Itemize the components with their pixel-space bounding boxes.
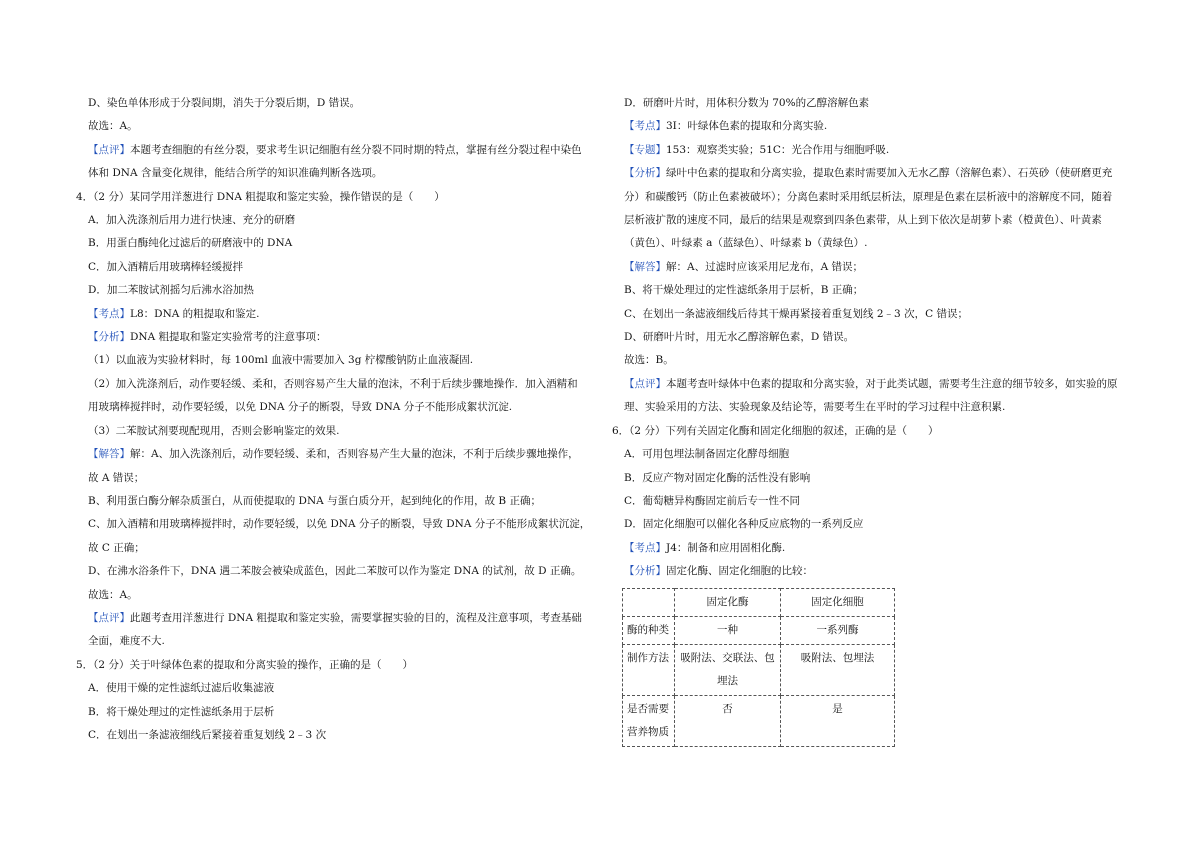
line-text: 3I：叶绿体色素的提取和分离实验. [666, 120, 828, 133]
text-line [612, 92, 1112, 115]
text-line [612, 560, 1112, 583]
table-row [623, 695, 895, 746]
text-line [612, 162, 1112, 185]
left-column [76, 92, 591, 747]
text-line [76, 139, 582, 162]
line-text: 5．（2 分）关于叶绿体色素的提取和分离实验的操作，正确的是（ ） [76, 658, 413, 671]
text-line [76, 513, 591, 536]
text-line [612, 443, 1112, 466]
line-text: J4：制备和应用固相化酶. [666, 541, 786, 554]
section-tag: 【专题】 [624, 143, 666, 156]
line-text: L8：DNA 的粗提取和鉴定. [130, 307, 260, 320]
text-line [76, 701, 576, 724]
text-line [76, 162, 576, 185]
table-cell: 吸附法、交联法、包埋法 [675, 644, 781, 695]
line-text: 4．（2 分）某同学用洋葱进行 DNA 粗提取和鉴定实验，操作错误的是（ ） [76, 190, 445, 203]
table-cell: 一种 [675, 616, 781, 644]
text-line [76, 420, 576, 443]
section-tag: 【解答】 [88, 448, 130, 461]
section-tag: 【分析】 [624, 167, 666, 180]
line-text: A．使用干燥的定性滤纸过滤后收集滤液 [88, 682, 275, 695]
table-cell: 否 [675, 695, 781, 746]
text-line [612, 349, 1112, 372]
line-text: D、染色单体形成于分裂间期，消失于分裂后期，D 错误。 [88, 97, 361, 109]
text-line [76, 326, 576, 349]
text-line [76, 724, 576, 747]
line-text: B．将干燥处理过的定性滤纸条用于层析 [88, 705, 275, 718]
text-line [76, 560, 582, 583]
right-column-text [612, 92, 1118, 584]
line-text: 分）和碳酸钙（防止色素被破坏）；分离色素时采用纸层析法，原理是色素在层析液中的溶解度不同，随着 [624, 190, 1113, 203]
line-text: C．加入酒精后用玻璃棒轻缓搅拌 [88, 260, 244, 273]
section-tag: 【点评】 [624, 377, 666, 390]
line-text: C、在划出一条滤液细线后待其干燥再紧接着重复划线 2﹣3 次，C 错误； [624, 307, 968, 320]
section-tag: 【点评】 [88, 611, 130, 624]
table-row [623, 616, 895, 644]
question-line [76, 186, 576, 209]
text-line [76, 396, 576, 419]
line-text: D．固定化细胞可以催化各种反应底物的一系列反应 [624, 518, 864, 531]
line-text: 用玻璃棒搅拌时，动作要轻缓，以免 DNA 分子的断裂，导致 DNA 分子不能形成絮状沉淀. [88, 401, 513, 414]
line-text: 故选：A。 [88, 588, 138, 601]
line-text: 故 A 错误； [88, 471, 145, 484]
text-line [612, 209, 1112, 232]
text-line [76, 115, 576, 138]
text-line [612, 279, 1112, 302]
text-line [612, 513, 1112, 536]
line-text: 固定化酶、固定化细胞的比较： [666, 565, 813, 578]
section-tag: 【分析】 [624, 565, 666, 578]
text-line [76, 584, 576, 607]
line-text: D、研磨叶片时，用无水乙醇溶解色素，D 错误。 [624, 331, 855, 344]
text-line [612, 139, 1112, 162]
section-tag: 【考点】 [624, 541, 666, 554]
text-line [76, 92, 576, 115]
text-line [76, 209, 576, 232]
text-line [76, 490, 576, 513]
table-header-cell: 固定化细胞 [781, 588, 895, 616]
text-line [76, 349, 576, 372]
table-row-label: 制作方法 [623, 644, 675, 695]
text-line [76, 443, 579, 466]
text-line [76, 467, 576, 490]
section-tag: 【考点】 [624, 120, 666, 133]
line-text: D．加二苯胺试剂摇匀后沸水浴加热 [88, 284, 254, 297]
line-text: DNA 粗提取和鉴定实验常考的注意事项： [130, 331, 327, 344]
table-cell: 一系列酶 [781, 616, 895, 644]
line-text: C、加入酒精和用玻璃棒搅拌时，动作要轻缓，以免 DNA 分子的断裂，导致 DNA 分子不能形成絮状沉淀， [88, 518, 591, 531]
line-text: 6．（2 分）下列有关固定化酶和固定化细胞的叙述，正确的是（ ） [612, 424, 939, 437]
text-line [612, 467, 1112, 490]
text-line [612, 396, 1112, 419]
text-line [76, 677, 576, 700]
table-header-row [623, 588, 895, 616]
line-text: D．研磨叶片时，用体积分数为 70%的乙醇溶解色素 [624, 97, 870, 109]
text-line [612, 186, 1112, 209]
section-tag: 【点评】 [88, 143, 130, 156]
text-line [612, 490, 1112, 513]
line-text: A．加入洗涤剂后用力进行快速、充分的研磨 [88, 214, 296, 227]
table-header-cell: 固定化酶 [675, 588, 781, 616]
text-line [76, 256, 576, 279]
table-row [623, 644, 895, 695]
line-text: 本题考查细胞的有丝分裂，要求考生识记细胞有丝分裂不同时期的特点，掌握有丝分裂过程中染色 [130, 143, 582, 156]
line-text: 本题考查叶绿体中色素的提取和分离实验，对于此类试题，需要考生注意的细节较多，如实验的原 [666, 377, 1118, 390]
table-row-label: 酶的种类 [623, 616, 675, 644]
right-column [612, 92, 1118, 747]
line-text: B、将干燥处理过的定性滤纸条用于层析，B 正确； [624, 284, 864, 297]
line-text: （3）二苯胺试剂要现配现用，否则会影响鉴定的效果. [88, 424, 340, 437]
line-text: A．可用包埋法制备固定化酵母细胞 [624, 448, 790, 461]
line-text: （2）加入洗涤剂后，动作要轻缓、柔和，否则容易产生大量的泡沫，不利于后续步骤地操作．加入酒精和 [88, 377, 578, 390]
line-text: 此题考查用洋葱进行 DNA 粗提取和鉴定实验，需要掌握实验的目的，流程及注意事项，考查基础 [130, 611, 582, 624]
line-text: （1）以血液为实验材料时，每 100ml 血液中需要加入 3g 柠檬酸钠防止血液凝固. [88, 354, 474, 367]
line-text: 故 C 正确； [88, 541, 145, 554]
text-line [612, 256, 1112, 279]
table-cell: 吸附法、包埋法 [781, 644, 895, 695]
line-text: 故选：B。 [624, 354, 674, 367]
text-line [76, 630, 576, 653]
line-text: D、在沸水浴条件下，DNA 遇二苯胺会被染成蓝色，因此二苯胺可以作为鉴定 DNA 的试剂，故 D 正确。 [88, 565, 582, 578]
table-row-label: 是否需要营养物质 [623, 695, 675, 746]
text-line [76, 537, 576, 560]
text-line [76, 232, 576, 255]
line-text: 层析液扩散的速度不同，最后的结果是观察到四条色素带，从上到下依次是胡萝卜素（橙黄色）、叶黄素 [624, 214, 1102, 227]
question-line [76, 654, 576, 677]
section-tag: 【考点】 [88, 307, 130, 320]
line-text: 解：A、加入洗涤剂后，动作要轻缓、柔和，否则容易产生大量的泡沫，不利于后续步骤地操作， [130, 448, 579, 461]
line-text: 全面，难度不大. [88, 635, 165, 648]
question-line [612, 420, 1112, 443]
line-text: C．葡萄糖异构酶固定前后专一性不同 [624, 494, 801, 507]
line-text: 体和 DNA 含量变化规律，能结合所学的知识准确判断各选项。 [88, 167, 383, 180]
table-header-cell [623, 588, 675, 616]
line-text: B、利用蛋白酶分解杂质蛋白，从而使提取的 DNA 与蛋白质分开，起到纯化的作用，故 B 正确； [88, 494, 541, 507]
line-text: B．反应产物对固定化酶的活性没有影响 [624, 471, 811, 484]
line-text: 解：A、过滤时应该采用尼龙布，A 错误； [666, 260, 864, 273]
text-line [612, 537, 1112, 560]
text-line [612, 303, 1112, 326]
line-text: 故选：A。 [88, 120, 138, 133]
line-text: B．用蛋白酶纯化过滤后的研磨液中的 DNA [88, 237, 293, 250]
comparison-table [622, 588, 895, 747]
section-tag: 【分析】 [88, 331, 130, 344]
line-text: 绿叶中色素的提取和分离实验，提取色素时需要加入无水乙醇（溶解色素）、石英砂（使研磨更充 [666, 167, 1113, 180]
line-text: （黄色）、叶绿素 a（蓝绿色）、叶绿素 b（黄绿色）. [624, 237, 868, 250]
line-text: C．在划出一条滤液细线后紧接着重复划线 2﹣3 次 [88, 728, 327, 741]
text-line [612, 115, 1112, 138]
table-cell: 是 [781, 695, 895, 746]
text-line [76, 279, 576, 302]
line-text: 理、实验采用的方法、实验现象及结论等，需要考生在平时的学习过程中注意积累. [624, 401, 1006, 414]
text-line [612, 373, 1118, 396]
text-line [76, 607, 582, 630]
text-line [76, 373, 576, 396]
text-line [76, 303, 576, 326]
section-tag: 【解答】 [624, 260, 666, 273]
line-text: 153：观察类实验；51C：光合作用与细胞呼吸. [666, 143, 890, 156]
text-line [612, 326, 1112, 349]
text-line [612, 232, 1112, 255]
